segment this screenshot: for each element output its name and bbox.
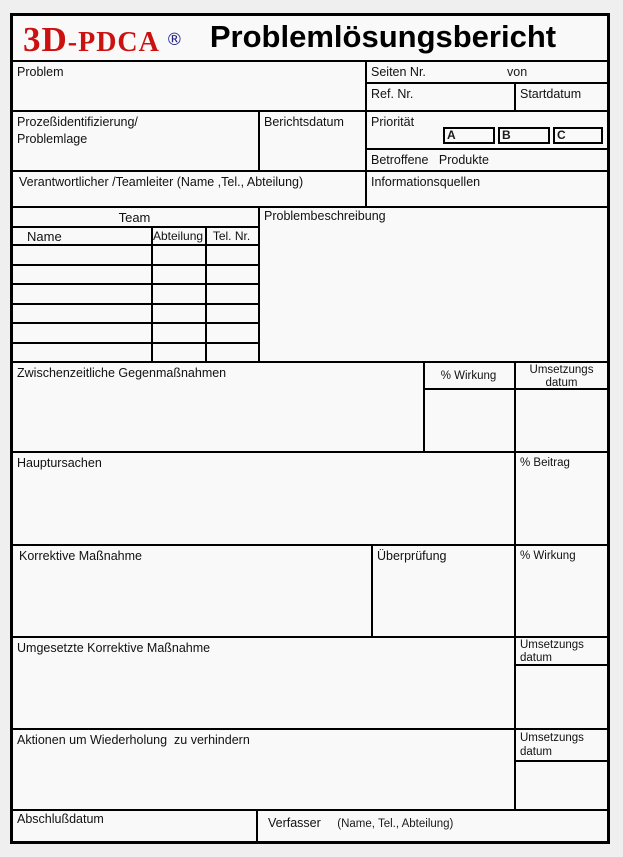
team-row-2-telnr-cell[interactable] xyxy=(207,266,260,286)
team-row-3-telnr-cell[interactable] xyxy=(207,285,260,305)
umgesetzte-korrektive-field[interactable] xyxy=(13,638,516,730)
form-title: Problemlösungsbericht xyxy=(209,19,557,54)
prozessidentifizierung-label-line1: Prozeßidentifizierung/ xyxy=(17,115,138,129)
betroffene-produkte-label: Betroffene Produkte xyxy=(371,153,489,167)
ref-nr-label: Ref. Nr. xyxy=(371,87,414,101)
aktionen-label: Aktionen um Wiederholung zu verhindern xyxy=(17,733,250,747)
team-header xyxy=(13,208,260,228)
team-row-3-abteilung-cell[interactable] xyxy=(153,285,207,305)
von-label: von xyxy=(507,65,528,79)
umgesetzte-korrektive-label: Umgesetzte Korrektive Maßnahme xyxy=(17,641,211,655)
problem-field[interactable] xyxy=(13,62,367,112)
startdatum-label: Startdatum xyxy=(520,87,582,101)
beitrag-field[interactable] xyxy=(516,453,607,546)
berichtsdatum-label: Berichtsdatum xyxy=(264,115,344,129)
team-column-telnr xyxy=(207,228,260,246)
umsetzungsdatum2-header xyxy=(516,638,607,666)
prioritaet-field xyxy=(367,112,607,150)
umsetzungsdatum-label-line1: Umsetzungs xyxy=(529,364,594,376)
wirkung-header xyxy=(425,363,516,390)
team-row-6-abteilung-cell[interactable] xyxy=(153,344,207,364)
registered-trademark-icon: ® xyxy=(165,30,183,50)
prioritaet-label: Priorität xyxy=(371,115,415,129)
team-row-4-telnr-cell[interactable] xyxy=(207,305,260,325)
problembeschreibung-field[interactable] xyxy=(260,208,607,363)
verfasser-hint-label: (Name, Tel., Abteilung) xyxy=(337,818,454,830)
team-row-5-name-cell[interactable] xyxy=(13,324,153,344)
wirkung-label: % Wirkung xyxy=(440,370,497,382)
team-label: Team xyxy=(118,210,151,225)
umsetzungsdatum3-label-line2: datum xyxy=(520,746,552,758)
berichtsdatum-field[interactable] xyxy=(260,112,367,172)
umsetzungsdatum3-label-line1: Umsetzungs xyxy=(520,732,584,744)
priority-a-checkbox[interactable]: A xyxy=(443,127,495,144)
team-column-name xyxy=(13,228,153,246)
betroffene-produkte-field[interactable] xyxy=(367,150,607,172)
ueberpruefung-label: Überprüfung xyxy=(377,549,447,563)
team-row-4-abteilung-cell[interactable] xyxy=(153,305,207,325)
startdatum-field[interactable] xyxy=(516,84,607,112)
team-row-1-name-cell[interactable] xyxy=(13,246,153,266)
company-logo xyxy=(23,20,183,60)
verfasser-label: Verfasser xyxy=(268,816,321,830)
umsetzungsdatum2-label-line2: datum xyxy=(520,652,552,664)
verfasser-field[interactable] xyxy=(258,811,607,841)
wirkung-value-cell[interactable] xyxy=(425,390,516,453)
problem-report-form xyxy=(10,13,610,844)
problembeschreibung-label: Problembeschreibung xyxy=(264,209,386,223)
ref-nr-field[interactable] xyxy=(367,84,516,112)
zwischenzeitliche-label: Zwischenzeitliche Gegenmaßnahmen xyxy=(17,366,227,380)
team-row-5-telnr-cell[interactable] xyxy=(207,324,260,344)
seiten-nr-field[interactable] xyxy=(367,62,607,84)
team-column-abteilung-label: Abteilung xyxy=(153,229,204,243)
team-row-4-name-cell[interactable] xyxy=(13,305,153,325)
team-column-name-label: Name xyxy=(27,229,62,244)
problem-label: Problem xyxy=(17,65,64,79)
priority-b-checkbox[interactable]: B xyxy=(498,127,550,144)
zwischenzeitliche-field[interactable] xyxy=(13,363,425,453)
umsetzungsdatum2-value-cell[interactable] xyxy=(516,666,607,730)
team-row-5-abteilung-cell[interactable] xyxy=(153,324,207,344)
umsetzungsdatum3-header xyxy=(516,730,607,762)
team-row-2-name-cell[interactable] xyxy=(13,266,153,286)
verantwortlicher-field[interactable] xyxy=(13,172,367,208)
hauptursachen-field[interactable] xyxy=(13,453,516,546)
ueberpruefung-field[interactable] xyxy=(373,546,516,638)
abschlussdatum-field[interactable] xyxy=(13,811,258,841)
informationsquellen-field[interactable] xyxy=(367,172,607,208)
form-header xyxy=(13,16,607,62)
team-row-1-abteilung-cell[interactable] xyxy=(153,246,207,266)
priority-c-checkbox[interactable]: C xyxy=(553,127,603,144)
seiten-nr-label: Seiten Nr. xyxy=(371,65,426,79)
umsetzungsdatum-header xyxy=(516,363,607,390)
logo-3d-text: 3D xyxy=(23,20,68,59)
informationsquellen-label: Informationsquellen xyxy=(371,175,481,189)
abschlussdatum-label: Abschlußdatum xyxy=(17,812,104,826)
team-row-1-telnr-cell[interactable] xyxy=(207,246,260,266)
umsetzungsdatum-label-line2: datum xyxy=(545,377,578,389)
beitrag-label: % Beitrag xyxy=(520,457,570,469)
wirkung2-label: % Wirkung xyxy=(520,550,576,562)
prozessidentifizierung-label-line2: Problemlage xyxy=(17,132,88,146)
aktionen-field[interactable] xyxy=(13,730,516,811)
korrektive-massnahme-field[interactable] xyxy=(13,546,373,638)
umsetzungsdatum-value-cell[interactable] xyxy=(516,390,607,453)
team-row-2-abteilung-cell[interactable] xyxy=(153,266,207,286)
verantwortlicher-label: Verantwortlicher /Teamleiter (Name ,Tel., Abteilung) xyxy=(19,175,304,189)
team-row-6-name-cell[interactable] xyxy=(13,344,153,364)
team-row-3-name-cell[interactable] xyxy=(13,285,153,305)
hauptursachen-label: Hauptursachen xyxy=(17,456,102,470)
prozessidentifizierung-field[interactable] xyxy=(13,112,260,172)
team-row-6-telnr-cell[interactable] xyxy=(207,344,260,364)
logo-pdca-text: -PDCA xyxy=(67,27,160,58)
team-column-telnr-label: Tel. Nr. xyxy=(212,229,251,243)
korrektive-massnahme-label: Korrektive Maßnahme xyxy=(19,549,142,563)
wirkung2-field[interactable] xyxy=(516,546,607,638)
umsetzungsdatum3-value-cell[interactable] xyxy=(516,762,607,811)
team-column-abteilung xyxy=(153,228,207,246)
umsetzungsdatum2-label-line1: Umsetzungs xyxy=(520,639,584,651)
